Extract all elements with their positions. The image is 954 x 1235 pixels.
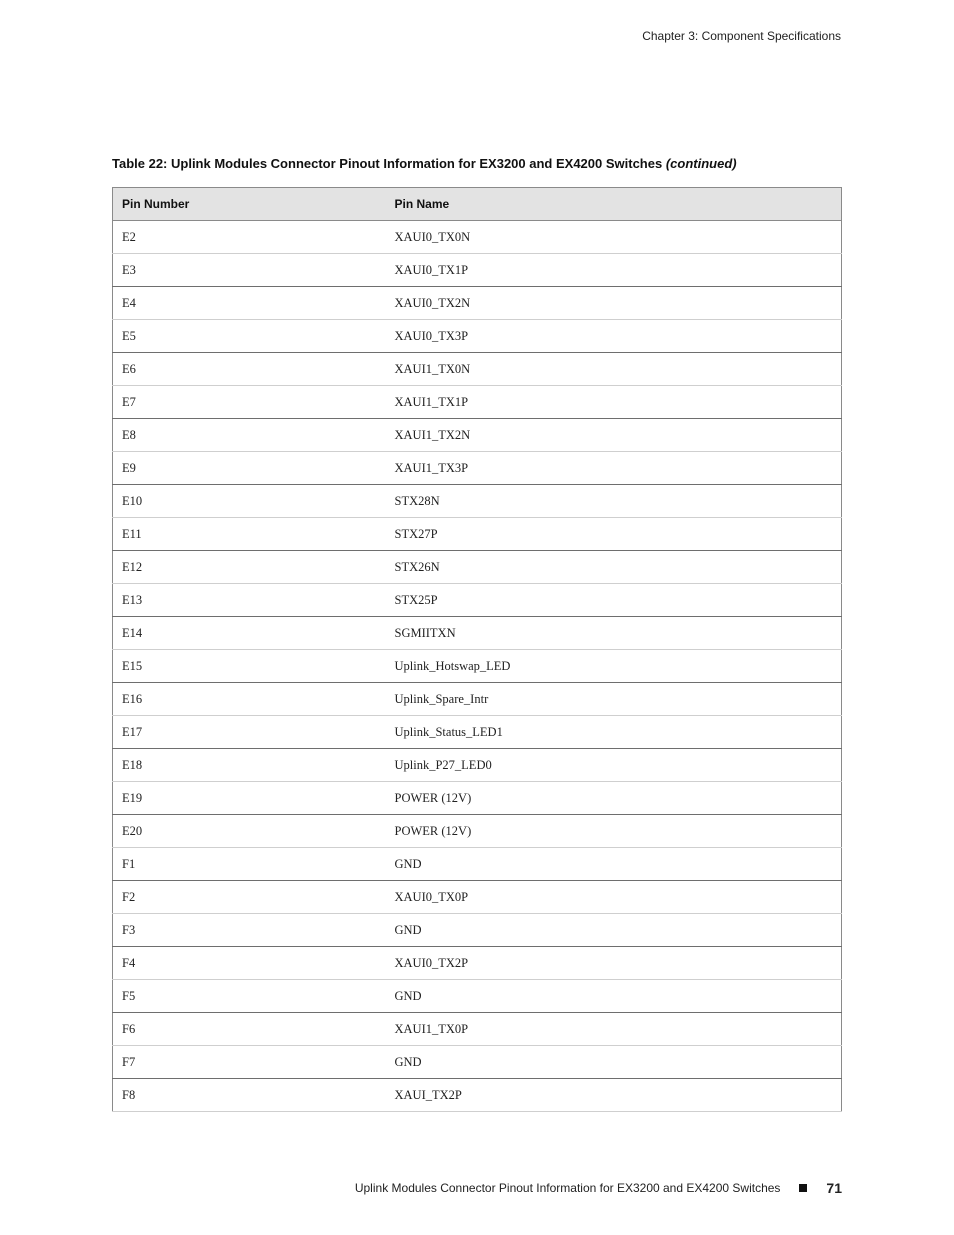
pin-number-cell: F3 [113, 914, 386, 947]
pin-name-cell: STX28N [386, 485, 842, 518]
table-row [113, 914, 842, 947]
pin-number-cell: F5 [113, 980, 386, 1013]
pin-name-cell: XAUI1_TX0N [386, 353, 842, 386]
pin-name-cell: STX25P [386, 584, 842, 617]
pin-number-cell: E2 [113, 221, 386, 254]
table-row [113, 518, 842, 551]
pin-name-cell: XAUI0_TX0N [386, 221, 842, 254]
table-row [113, 584, 842, 617]
pin-number-cell: E20 [113, 815, 386, 848]
pin-name-cell: POWER (12V) [386, 782, 842, 815]
table-row [113, 683, 842, 716]
table-row [113, 221, 842, 254]
pin-number-cell: E11 [113, 518, 386, 551]
table-row [113, 254, 842, 287]
pin-number-cell: F6 [113, 1013, 386, 1046]
pin-number-cell: E8 [113, 419, 386, 452]
pin-number-cell: F2 [113, 881, 386, 914]
pin-name-cell: Uplink_Status_LED1 [386, 716, 842, 749]
pin-number-cell: E12 [113, 551, 386, 584]
pin-number-cell: E3 [113, 254, 386, 287]
table-caption-title: Table 22: Uplink Modules Connector Pinout Information for EX3200 and EX4200 Switches [112, 156, 663, 171]
table-caption [112, 156, 737, 171]
pin-name-cell: SGMIITXN [386, 617, 842, 650]
table-row [113, 782, 842, 815]
page-number: 71 [826, 1180, 842, 1196]
table-row [113, 452, 842, 485]
column-header-pin-number: Pin Number [113, 188, 386, 221]
table-row [113, 386, 842, 419]
pin-number-cell: E16 [113, 683, 386, 716]
pin-number-cell: E10 [113, 485, 386, 518]
pin-name-cell: XAUI0_TX2N [386, 287, 842, 320]
pin-name-cell: Uplink_Hotswap_LED [386, 650, 842, 683]
pin-number-cell: F8 [113, 1079, 386, 1112]
table-row [113, 749, 842, 782]
table-row [113, 881, 842, 914]
running-header: Chapter 3: Component Specifications [642, 29, 841, 43]
table-row [113, 287, 842, 320]
pin-name-cell: XAUI0_TX0P [386, 881, 842, 914]
table-row [113, 551, 842, 584]
pin-number-cell: F7 [113, 1046, 386, 1079]
pin-name-cell: Uplink_Spare_Intr [386, 683, 842, 716]
pin-number-cell: E17 [113, 716, 386, 749]
pin-name-cell: XAUI1_TX3P [386, 452, 842, 485]
pin-number-cell: F4 [113, 947, 386, 980]
table-row [113, 485, 842, 518]
square-bullet-icon [799, 1184, 807, 1192]
table-row [113, 419, 842, 452]
pin-number-cell: F1 [113, 848, 386, 881]
pinout-table [112, 187, 842, 1112]
table-row [113, 353, 842, 386]
table-row [113, 848, 842, 881]
pin-name-cell: STX26N [386, 551, 842, 584]
pin-number-cell: E9 [113, 452, 386, 485]
table-row [113, 1046, 842, 1079]
table-row [113, 980, 842, 1013]
pin-name-cell: Uplink_P27_LED0 [386, 749, 842, 782]
pin-name-cell: XAUI0_TX1P [386, 254, 842, 287]
pin-name-cell: XAUI0_TX3P [386, 320, 842, 353]
table-row [113, 815, 842, 848]
pin-number-cell: E6 [113, 353, 386, 386]
pin-number-cell: E7 [113, 386, 386, 419]
pin-name-cell: XAUI1_TX0P [386, 1013, 842, 1046]
table-row [113, 716, 842, 749]
column-header-pin-name: Pin Name [386, 188, 842, 221]
pin-number-cell: E13 [113, 584, 386, 617]
pin-name-cell: GND [386, 848, 842, 881]
pin-name-cell: XAUI_TX2P [386, 1079, 842, 1112]
pin-name-cell: GND [386, 1046, 842, 1079]
table-row [113, 947, 842, 980]
pin-number-cell: E15 [113, 650, 386, 683]
table-row [113, 1013, 842, 1046]
pin-name-cell: STX27P [386, 518, 842, 551]
pin-name-cell: GND [386, 980, 842, 1013]
pin-number-cell: E19 [113, 782, 386, 815]
table-row [113, 1079, 842, 1112]
table-row [113, 617, 842, 650]
pin-number-cell: E18 [113, 749, 386, 782]
table-row [113, 650, 842, 683]
pin-name-cell: XAUI1_TX1P [386, 386, 842, 419]
pin-number-cell: E14 [113, 617, 386, 650]
footer-section-title: Uplink Modules Connector Pinout Information for EX3200 and EX4200 Switches [354, 1181, 781, 1195]
pin-number-cell: E5 [113, 320, 386, 353]
running-footer [355, 1180, 842, 1196]
pin-name-cell: XAUI0_TX2P [386, 947, 842, 980]
pin-name-cell: GND [386, 914, 842, 947]
pin-name-cell: POWER (12V) [386, 815, 842, 848]
table-header-row [113, 188, 842, 221]
table-caption-continued: (continued) [665, 156, 737, 171]
pin-name-cell: XAUI1_TX2N [386, 419, 842, 452]
pin-number-cell: E4 [113, 287, 386, 320]
table-body [113, 221, 842, 1112]
table-row [113, 320, 842, 353]
